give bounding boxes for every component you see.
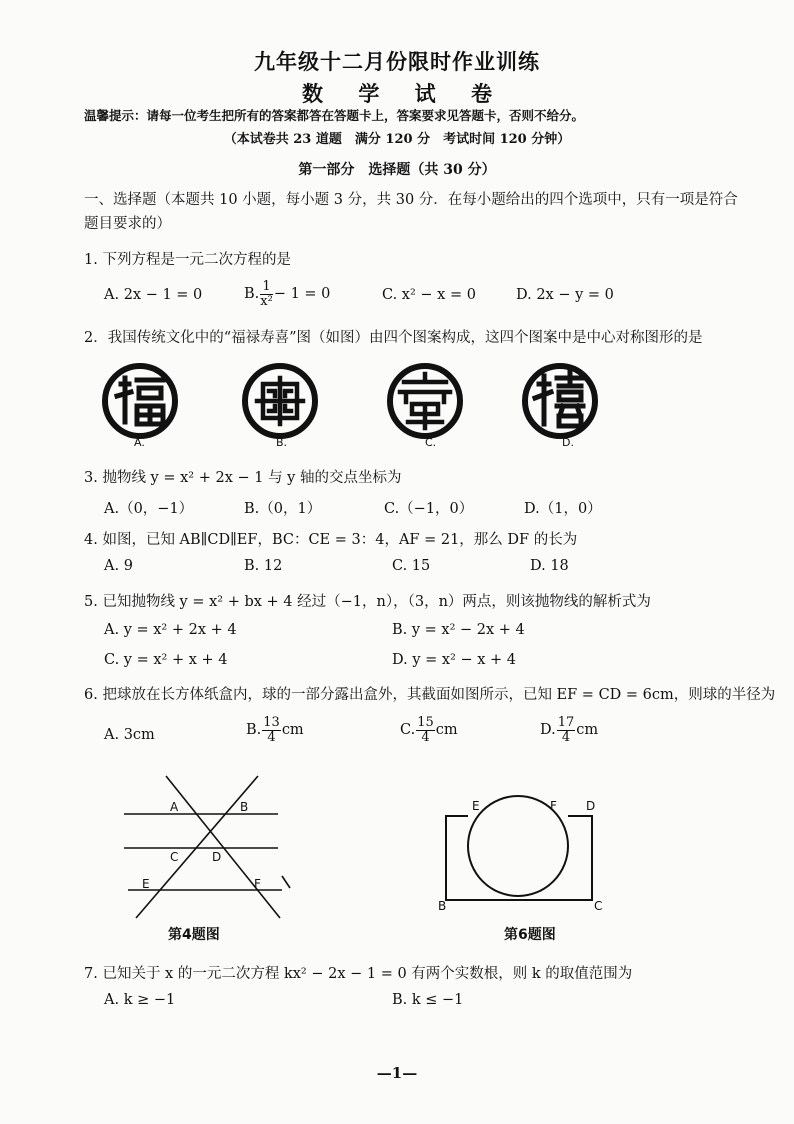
exam-title: 九年级十二月份限时作业训练 [254, 49, 540, 74]
transversal-be [136, 776, 258, 918]
fig6-label-e: E [472, 799, 480, 813]
q1-option-c: C. x² − x = 0 [382, 287, 476, 303]
q1-option-b-fraction [260, 280, 273, 308]
q1-option-b-prefix: B. [244, 286, 260, 303]
q6-option-c-numerator: 15 [417, 715, 434, 730]
q1-option-b-denominator: x² [260, 293, 273, 309]
fig4-label-d: D [212, 850, 222, 864]
q1-option-d: D. 2x − y = 0 [516, 287, 614, 303]
box-outline [446, 816, 592, 900]
q4-option-b: B. 12 [244, 558, 283, 574]
fig6-caption: 第6题图 [504, 927, 556, 943]
q5-option-b: B. y = x² − 2x + 4 [392, 622, 525, 638]
q4-option-c: C. 15 [392, 558, 431, 574]
q2-label-c: C. [425, 436, 437, 449]
q2-label-d: D. [562, 436, 574, 449]
q5-option-c: C. y = x² + x + 4 [104, 652, 228, 668]
seal-shou-icon [386, 362, 464, 440]
q6-stem: 6. 把球放在长方体纸盒内，球的一部分露出盒外，其截面如图所示，已知 EF = CD = 6cm，则球的半径为 [84, 687, 776, 703]
transversal-af [166, 776, 280, 918]
fig4-label-e: E [142, 877, 150, 891]
q6-option-b-fraction [262, 716, 281, 744]
q6-option-b-unit: cm [281, 722, 304, 739]
q3-stem: 3. 抛物线 y = x² + 2x − 1 与 y 轴的交点坐标为 [84, 470, 402, 486]
figure-q4 [120, 772, 300, 922]
q1-option-b-suffix: − 1 = 0 [273, 286, 331, 303]
q4-stem: 4. 如图，已知 AB∥CD∥EF，BC：CE = 3：4，AF = 21，那么 DF 的长为 [84, 532, 578, 548]
q4-option-d: D. 18 [530, 558, 569, 574]
q6-option-c-prefix: C. [400, 722, 416, 739]
q6-option-b [246, 716, 304, 744]
seal-fu-icon [101, 362, 179, 440]
fig4-label-b: B [240, 800, 249, 814]
q2-stem: 2．我国传统文化中的“福禄寿喜”图（如图）由四个图案构成，这四个图案中是中心对称图形的是 [84, 330, 703, 346]
q6-option-c [400, 716, 458, 744]
q6-option-c-denominator: 4 [421, 729, 430, 745]
q6-option-d-fraction [557, 716, 576, 744]
fig4-label-f: F [254, 877, 261, 891]
part-heading: 第一部分 选择题（共 30 分） [298, 162, 496, 178]
figure-q6 [430, 790, 610, 920]
fig6-label-c: C [594, 899, 603, 913]
q6-option-d-prefix: D. [540, 722, 556, 739]
q6-option-a: A. 3cm [104, 727, 155, 743]
q4-option-a: A. 9 [104, 558, 133, 574]
q3-option-a: A.（0，−1） [104, 501, 194, 517]
fig6-label-f: F [550, 799, 557, 813]
section-intro: 一、选择题（本题共 10 小题，每小题 3 分，共 30 分．在每小题给出的四个选项中，只有一项是符合题目要求的） [84, 192, 738, 232]
exam-subtitle: 数 学 试 卷 [302, 81, 506, 106]
q6-option-d-unit: cm [576, 722, 599, 739]
seal-xi-icon [521, 362, 599, 440]
q5-stem: 5. 已知抛物线 y = x² + bx + 4 经过（−1，n），（3，n）两点，则该抛物线的解析式为 [84, 594, 651, 610]
q7-stem: 7. 已知关于 x 的一元二次方程 kx² − 2x − 1 = 0 有两个实数根，则 k 的取值范围为 [84, 966, 633, 982]
warm-tip: 温馨提示：请每一位考生把所有的答案都答在答题卡上，答案要求见答题卡，否则不给分。 [84, 108, 585, 123]
q3-option-d: D.（1，0） [524, 501, 602, 517]
q6-option-d [540, 716, 598, 744]
seal-lu-icon [241, 362, 319, 440]
fig4-label-a: A [170, 800, 179, 814]
q1-option-a: A. 2x − 1 = 0 [104, 287, 203, 303]
q6-option-d-numerator: 17 [557, 715, 575, 730]
fig4-label-c: C [170, 850, 179, 864]
q3-option-b: B.（0，1） [244, 501, 322, 517]
q6-option-c-fraction [416, 716, 435, 744]
fig6-label-b: B [438, 899, 447, 913]
tick-mark [282, 876, 290, 888]
q1-option-b-numerator: 1 [260, 280, 273, 295]
exam-info: （本试卷共 23 道题 满分 120 分 考试时间 120 分钟） [223, 132, 571, 147]
q5-option-d: D. y = x² − x + 4 [392, 652, 517, 668]
q5-option-a: A. y = x² + 2x + 4 [104, 622, 237, 638]
q1-stem: 1. 下列方程是一元二次方程的是 [84, 252, 291, 268]
q6-option-b-numerator: 13 [263, 715, 280, 730]
q1-option-b [244, 280, 330, 308]
q2-label-b: B. [276, 436, 288, 449]
q2-label-a: A. [134, 436, 145, 449]
page-number: —1— [376, 1064, 418, 1082]
q6-option-b-denominator: 4 [267, 729, 276, 745]
q7-option-a: A. k ≥ −1 [104, 992, 176, 1008]
q6-option-d-denominator: 4 [561, 729, 571, 745]
fig6-label-d: D [586, 799, 596, 813]
q6-option-c-unit: cm [435, 722, 458, 739]
q7-option-b: B. k ≤ −1 [392, 992, 464, 1008]
q6-option-b-prefix: B. [246, 722, 262, 739]
q3-option-c: C.（−1，0） [384, 501, 474, 517]
fig4-caption: 第4题图 [168, 927, 220, 943]
